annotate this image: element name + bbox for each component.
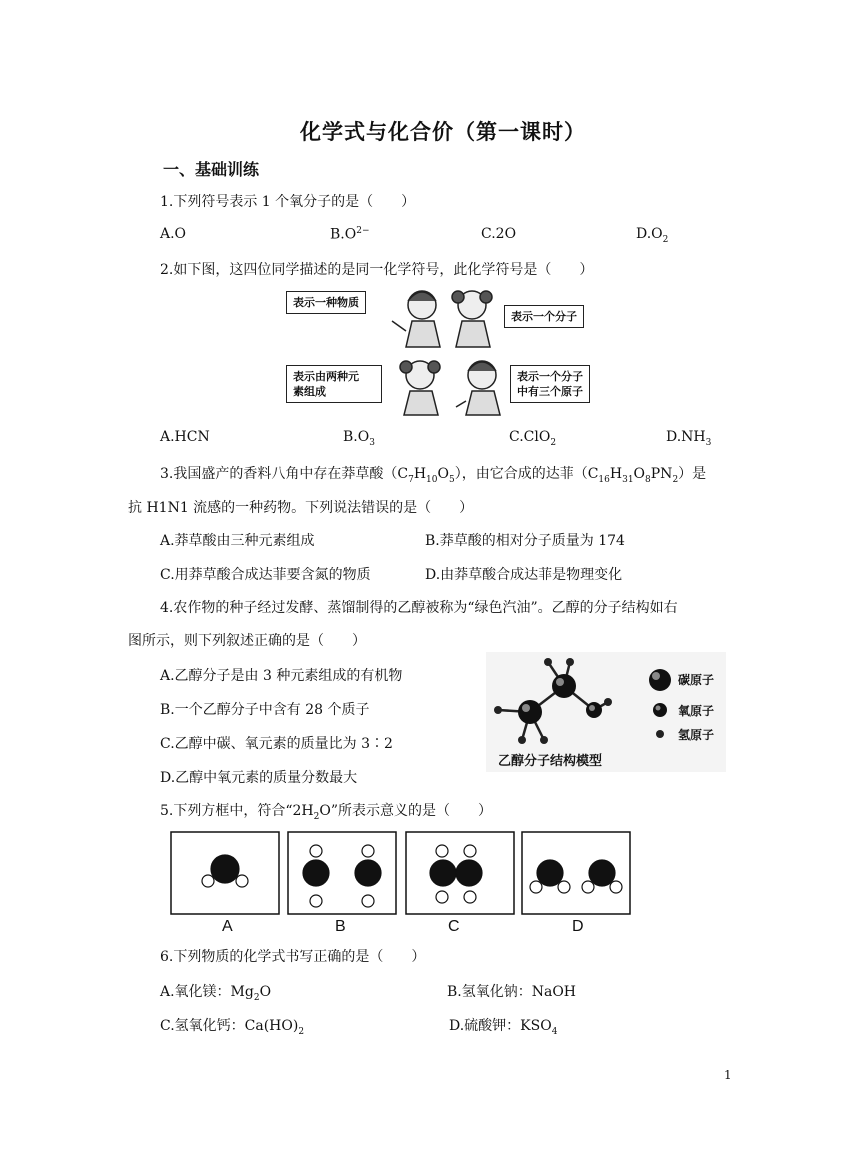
q3-option-c: C.用莽草酸合成达菲要含氮的物质 bbox=[160, 567, 371, 583]
q4-stem-line2: 图所示，则下列叙述正确的是（ ） bbox=[128, 633, 366, 649]
q1-option-d: $D.O_2$ bbox=[636, 226, 669, 245]
q2-stem: 2.如下图，这四位同学描述的是同一化学符号，此化学符号是（ ） bbox=[160, 262, 594, 278]
q1-option-b: $B.O^{2-}$ bbox=[330, 226, 370, 243]
page-number: 1 bbox=[724, 1068, 732, 1082]
speech-bubble: 表示一个分子 bbox=[504, 305, 584, 328]
q4-option-b: B.一个乙醇分子中含有 28 个质子 bbox=[160, 702, 370, 718]
student-icon bbox=[456, 361, 500, 415]
q3-stem-line1: 3.我国盛产的香料八角中存在莽草酸$(C_7H_{10}O_5)$，由它合成的达菲$(C_{16}H_{31}O_8PN_2)$是 bbox=[160, 466, 707, 485]
legend-hydrogen: 氢原子 bbox=[678, 728, 715, 742]
q3-option-b: B.莽草酸的相对分子质量为 174 bbox=[425, 533, 625, 549]
page-title: 化学式与化合价（第一课时） bbox=[300, 119, 586, 144]
student-icon bbox=[400, 361, 440, 415]
q5-stem: 5.下列方框中，符合“$2H_2O$”所表示意义的是（ ） bbox=[160, 803, 493, 822]
molecule-c bbox=[430, 845, 482, 903]
q4-stem-line1: 4.农作物的种子经过发酵、蒸馏制得的乙醇被称为“绿色汽油”。乙醇的分子结构如右 bbox=[160, 600, 678, 616]
molecule-d bbox=[530, 860, 622, 893]
ethanol-model-figure bbox=[486, 652, 726, 772]
q3-stem-line2: 抗 H1N1 流感的一种药物。下列说法错误的是（ ） bbox=[128, 500, 474, 516]
q1-option-c: C.2O bbox=[481, 226, 517, 242]
q4-option-a: A.乙醇分子是由 3 种元素组成的有机物 bbox=[160, 668, 403, 684]
q3-option-d: D.由莽草酸合成达菲是物理变化 bbox=[425, 567, 623, 583]
q5-figure bbox=[170, 831, 632, 917]
q2-option-c: C.ClO$_2$ bbox=[509, 429, 557, 448]
q1-option-a: A.O bbox=[160, 226, 187, 242]
speech-bubble: 表示由两种元 素组成 bbox=[286, 365, 382, 403]
q6-option-a: A.氧化镁：$Mg_2O$ bbox=[160, 984, 272, 1003]
q6-option-c: C.氢氧化钙：$Ca(HO)_2$ bbox=[160, 1018, 305, 1037]
q4-option-c: C.乙醇中碳、氧元素的质量比为 3∶2 bbox=[160, 736, 393, 752]
molecule-b bbox=[303, 845, 381, 907]
model-caption: 乙醇分子结构模型 bbox=[498, 754, 603, 769]
speech-bubble: 表示一种物质 bbox=[286, 291, 366, 314]
speech-bubble: 表示一个分子 中有三个原子 bbox=[510, 365, 590, 403]
q6-stem: 6.下列物质的化学式书写正确的是（ ） bbox=[160, 949, 426, 965]
box-label-a: A bbox=[222, 918, 233, 935]
q2-option-d: $D.NH_3$ bbox=[666, 429, 712, 448]
student-icon bbox=[452, 291, 492, 347]
q1-stem: 1.下列符号表示 1 个氧分子的是（ ） bbox=[160, 194, 416, 210]
q6-option-d: D.硫酸钾：$KSO_4$ bbox=[449, 1018, 558, 1037]
q3-option-a: A.莽草酸由三种元素组成 bbox=[160, 533, 315, 549]
box-label-b: B bbox=[335, 918, 346, 935]
q2-option-a: A.HCN bbox=[160, 429, 210, 445]
section-heading: 一、基础训练 bbox=[163, 160, 260, 179]
box-label-d: D bbox=[572, 918, 584, 935]
molecule-a bbox=[202, 855, 248, 887]
legend-carbon: 碳原子 bbox=[678, 673, 715, 687]
student-icon bbox=[392, 291, 440, 347]
q2-figure bbox=[284, 283, 606, 418]
box-label-c: C bbox=[448, 918, 460, 935]
q2-option-b: $B.O_3$ bbox=[343, 429, 375, 448]
legend-oxygen: 氧原子 bbox=[678, 704, 715, 718]
q6-option-b: B.氢氧化钠：NaOH bbox=[447, 984, 577, 1000]
q4-option-d: D.乙醇中氧元素的质量分数最大 bbox=[160, 770, 358, 786]
molecule-boxes bbox=[170, 831, 632, 917]
